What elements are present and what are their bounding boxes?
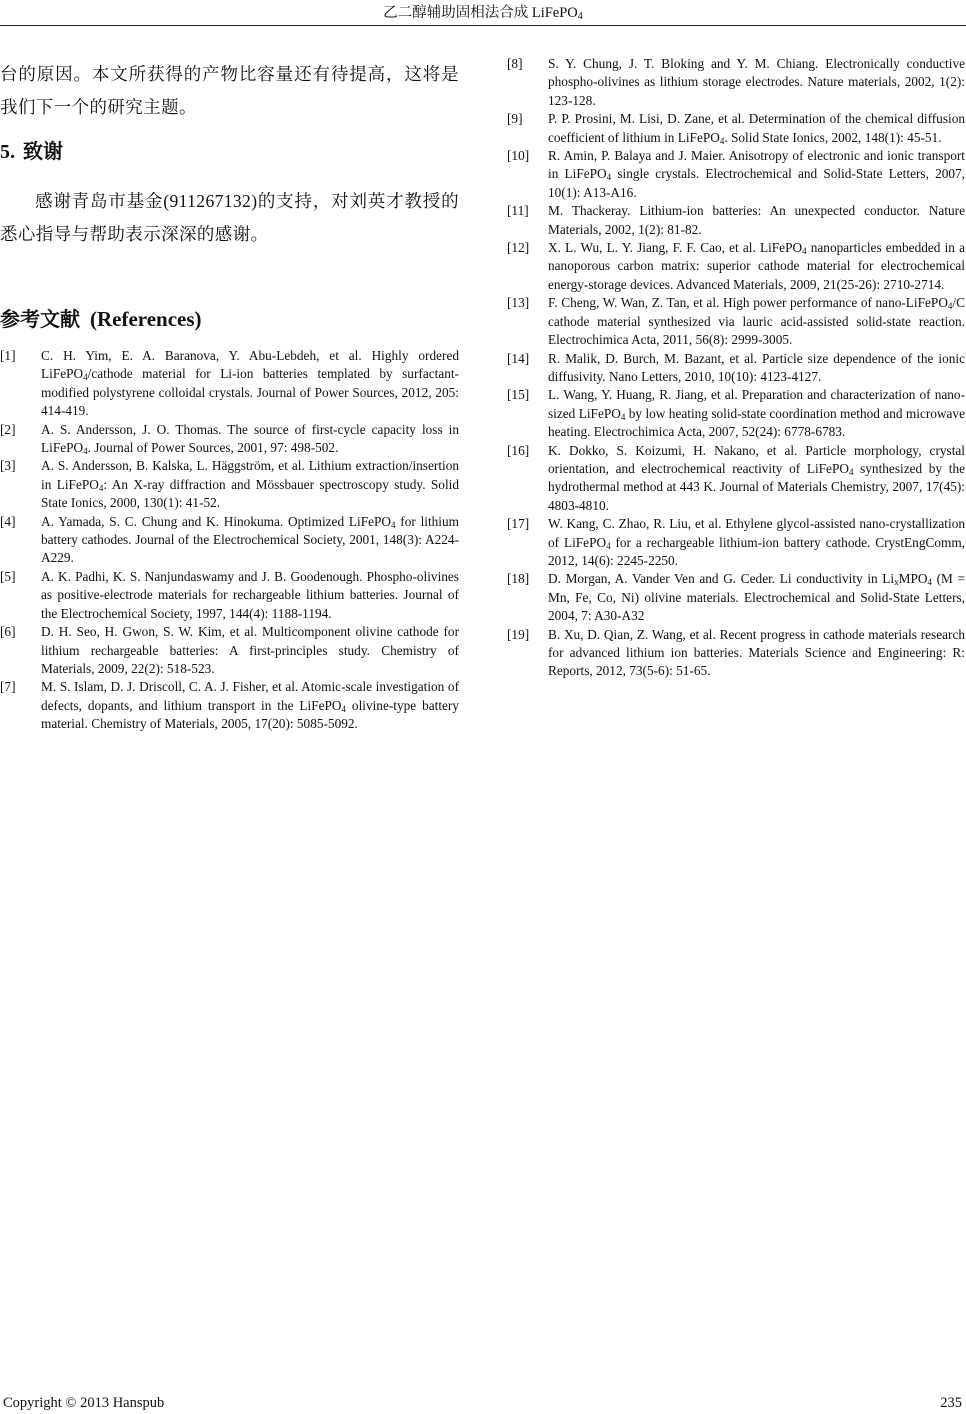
intro-paragraph: 台的原因。本文所获得的产物比容量还有待提高，这将是我们下一个的研究主题。 [0, 64, 459, 117]
reference-item [507, 350, 965, 387]
reference-number: [19] [507, 626, 530, 642]
reference-item [507, 442, 965, 516]
reference-text: B. Xu, D. Qian, Z. Wang, et al. Recent progress in cathode materials research for advanced lithium ion batteries. Materials Science and Engineering: R: Reports, 2012, 73(5-6): 51-65. [548, 626, 965, 679]
reference-number: [15] [507, 387, 530, 403]
reference-item [507, 570, 965, 625]
reference-item [507, 294, 965, 349]
reference-text: F. Cheng, W. Wan, Z. Tan, et al. High power performance of nano-LiFePO$_4$/C cathode material synthesized via lauric acid-assisted solid-state reaction. Electrochimica Acta, 2011, 56(8): 2999-3005. [548, 295, 965, 348]
reference-item [507, 386, 965, 441]
reference-text: R. Malik, D. Burch, M. Bazant, et al. Particle size dependence of the ionic diffusivity. Nano Letters, 2010, 10(10): 4123-4127. [548, 350, 965, 384]
reference-item [0, 678, 459, 733]
reference-item [507, 55, 965, 110]
reference-number: [6] [0, 624, 16, 640]
reference-number: [17] [507, 516, 530, 532]
reference-text: M. S. Islam, D. J. Driscoll, C. A. J. Fisher, et al. Atomic-scale investigation of defects, dopants, and lithium transport in the LiFePO$_4$ olivine-type battery material. Chemistry of Materials, 2005, 17(20): 5085-5092. [41, 679, 459, 732]
reference-number: [18] [507, 571, 530, 587]
reference-text: L. Wang, Y. Huang, R. Jiang, et al. Preparation and characterization of nano-sized LiFePO$_4$ by low heating solid-state coordination method and microwave heating. Electrochimica Acta, 2007, 52(24): 6778-6783. [548, 387, 965, 440]
reference-number: [12] [507, 240, 530, 256]
header-rule [0, 25, 966, 26]
reference-item [0, 457, 459, 512]
reference-list-left [0, 347, 459, 734]
reference-item [507, 515, 965, 570]
reference-item [0, 513, 459, 568]
reference-text: X. L. Wu, L. Y. Jiang, F. F. Cao, et al. LiFePO$_4$ nanoparticles embedded in a nanoporous carbon matrix: superior cathode material for electrochemical energy-storage devices. Advanced Materials, 2009, 21(25-26): 2710-2714. [548, 240, 965, 292]
left-column [0, 58, 459, 734]
acknowledgement-paragraph: 感谢青岛市基金(911267132)的支持，对刘英才教授的悉心指导与帮助表示深深的感谢。 [0, 191, 459, 244]
references-title-en: (References) [90, 307, 202, 331]
reference-number: [11] [507, 203, 529, 219]
reference-text: W. Kang, C. Zhao, R. Liu, et al. Ethylene glycol-assisted nano-crystallization of LiFePO$_4$ for a rechargeable lithium-ion battery cathode. CrystEngComm, 2012, 14(6): 2245-2250. [548, 516, 965, 568]
reference-text: C. H. Yim, E. A. Baranova, Y. Abu-Lebdeh, et al. Highly ordered LiFePO$_4$/cathode material for Li-ion batteries templated by surfactant-modified polystyrene colloidal crystals. Journal of Power Sources, 2012, 205: 414-419. [41, 348, 459, 419]
reference-text: A. Yamada, S. C. Chung and K. Hinokuma. Optimized LiFePO$_4$ for lithium battery cathodes. Journal of the Electrochemical Society, 2001, 148(3): A224-A229. [41, 513, 459, 566]
reference-number: [9] [507, 111, 523, 127]
reference-item [507, 202, 965, 239]
reference-item [507, 239, 965, 294]
footer-rule [0, 1390, 966, 1391]
reference-number: [8] [507, 56, 523, 71]
reference-item [507, 147, 965, 202]
footer-copyright: Copyright © 2013 Hanspub [3, 1395, 165, 1411]
references-title-cn: 参考文献 [0, 307, 80, 331]
reference-number: [13] [507, 295, 530, 311]
reference-number: [10] [507, 148, 530, 164]
right-column [507, 55, 965, 681]
reference-number: [1] [0, 348, 16, 363]
reference-item [507, 626, 965, 681]
reference-number: [3] [0, 458, 16, 474]
acknowledgement-title: 致谢 [23, 139, 63, 163]
reference-number: [2] [0, 421, 16, 437]
reference-text: A. S. Andersson, J. O. Thomas. The source of first-cycle capacity loss in LiFePO$_4$. Journal of Power Sources, 2001, 97: 498-502. [41, 421, 459, 457]
acknowledgement-number: 5. [0, 141, 15, 163]
reference-item [0, 421, 459, 458]
reference-text: D. Morgan, A. Vander Ven and G. Ceder. Li conductivity in $Li_xMPO_4$ (M = Mn, Fe, Co, Ni) olivine materials. Electrochemical and Solid-State Letters, 2004, 7: A30-A32 [548, 571, 966, 624]
reference-text: K. Dokko, S. Koizumi, H. Nakano, et al. Particle morphology, crystal orientation, and electrochemical reactivity of LiFePO$_4$ synthesized by the hydrothermal method at 443 K. Journal of Materials Chemistry, 2007, 17(45): 4803-4810. [548, 442, 965, 513]
reference-text: P. P. Prosini, M. Lisi, D. Zane, et al. Determination of the chemical diffusion coefficient of lithium in LiFePO$_4$. Solid State Ionics, 2002, 148(1): 45-51. [548, 111, 965, 146]
reference-list-right [507, 55, 965, 681]
reference-number: [7] [0, 679, 16, 695]
reference-number: [5] [0, 568, 16, 584]
running-header: 乙二醇辅助固相法合成 LiFePO$_4$ [383, 5, 583, 22]
reference-item [0, 568, 459, 623]
reference-text: S. Y. Chung, J. T. Bloking and Y. M. Chiang. Electronically conductive phospho-olivines as lithium storage electrodes. Nature materials, 2002, 1(2): 123-128. [548, 56, 965, 108]
reference-item [507, 110, 965, 147]
reference-text: A. S. Andersson, B. Kalska, L. Häggström, et al. Lithium extraction/insertion in LiFePO$_4$: An X-ray diffraction and Mössbauer spectroscopy study. Solid State Ionics, 2000, 130(1): 41-52. [41, 458, 459, 511]
reference-item [0, 623, 459, 678]
page-number: 235 [940, 1395, 962, 1411]
reference-number: [16] [507, 442, 530, 458]
acknowledgement-heading [0, 137, 459, 166]
reference-number: [14] [507, 350, 530, 366]
reference-text: A. K. Padhi, K. S. Nanjundaswamy and J. B. Goodenough. Phospho-olivines as positive-electrode materials for rechargeable lithium batteries. Journal of the Electrochemical Society, 1997, 144(4): 1188-1194. [41, 568, 459, 621]
reference-text: D. H. Seo, H. Gwon, S. W. Kim, et al. Multicomponent olivine cathode for lithium rechargeable batteries: A first-principles study. Chemistry of Materials, 2009, 22(2): 518-523. [41, 624, 459, 676]
reference-item [0, 347, 459, 421]
references-heading [0, 305, 459, 333]
reference-number: [4] [0, 513, 16, 529]
reference-text: R. Amin, P. Balaya and J. Maier. Anisotropy of electronic and ionic transport in LiFePO$_4$ single crystals. Electrochemical and Solid-State Letters, 2007, 10(1): A13-A16. [548, 148, 966, 200]
reference-text: M. Thackeray. Lithium-ion batteries: An unexpected conductor. Nature Materials, 2002, 1(2): 81-82. [548, 203, 965, 237]
